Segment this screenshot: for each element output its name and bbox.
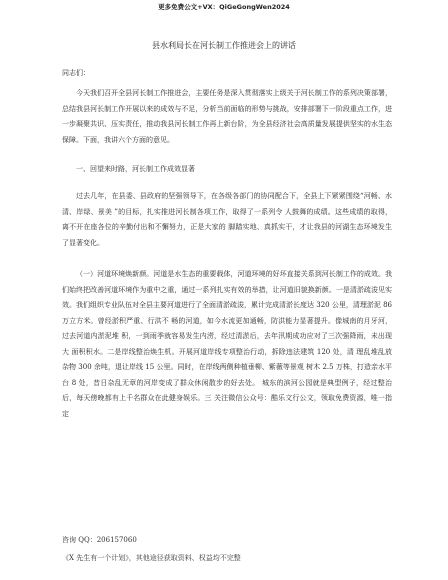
salutation: 同志们：	[62, 69, 90, 77]
paragraph-river-environment	[62, 267, 392, 422]
paragraph-achievements: 过去几年，在县委、县政府的坚强领导下，在各级各部门的协同配合下，全县上下紧紧围绕“河畅、水清、岸绿、景美 ”的目标，扎实推进河长制各项工作，取得了一系列令 人鼓舞的成绩。这些成绩的取得，离不开在座各位的辛勤付出和不懈努力，正是大家的 脚踏实地、真抓实干，才让我县的河湖生态环境发生了显著变化。	[62, 192, 392, 247]
paragraph-intro: 今天我们召开全县河长制工作推进会，主要任务是深入贯彻落实上级关于河长制工作的系列决策部署，总结我县河长制工作开展以来的成效与不足，分析当前面临的形势与挑战，安排部署下一阶段重点工作，进一步凝聚共识、压实责任，推动我县河长制工作再上新台阶，为全县经济社会高质量发展提供坚实的水生态保障。下面，我讲六个方面的意见。	[62, 89, 392, 144]
promo-line: 三 关注微信公众号：酷乐文行公文，领取免费资源，唯一指定	[62, 394, 392, 418]
paragraph-river-text: （一）河道环境焕新颜。河道是水生态的重要载体，河道环境的好坏直接关系到河长制工作的成效。我们始终把改善河道环境作为重中之重，通过一系列扎实有效的举措，让河道旧貌换新颜。一是清淤疏浚见实效。我们组织专业队伍对全县主要河道进行了全面清淤疏浚，累计完成清淤长度达 320 公里，清理淤泥 86 万立方米。曾经淤积严重、行洪不 畅的河道，如今水流更加通畅，防洪能力显著提升。像城南的月牙河，过去河道内淤泥堆 积，一到雨季就容易发生内涝，经过清淤后，去年汛期成功应对了三次强降雨，未出现大 面积积水。二是岸线整治焕生机。开展河道岸线专项整治行动，拆除违法建筑 120 处，清 理乱堆乱放杂物 300 余吨，退让岸线 15 公里。同时，在岸线两侧种植垂柳、紫薇等景观 树木 2.5 万株，打造亲水平台 8 处，昔日杂乱无章的河岸变成了群众休闲散步的好去处。 城东的滨河公园就是典型例子，经过整治后，每天傍晚都有上千名群众在此健身娱乐。	[62, 270, 392, 402]
section-heading: 一、回望来时路，河长制工作成效显著	[76, 165, 195, 173]
promo-banner: 更多免费公文+VX：QiGeGongWen2024	[158, 3, 290, 11]
document-title: 县水利局长在河长制工作推进会上的讲话	[152, 41, 296, 50]
promo-qq: 咨询 QQ：206157060	[62, 536, 137, 544]
footer-note: 《X 先生有一个计划》，其他途径获取资料、权益均不完整	[62, 554, 241, 562]
